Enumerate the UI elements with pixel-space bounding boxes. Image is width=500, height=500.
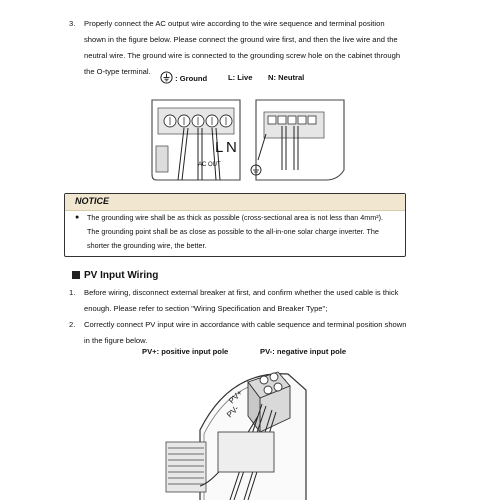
notice-line-2: The grounding point shall be as close as possible to the all-in-one solar charge inverter. The	[87, 227, 379, 236]
legend-neutral: N: Neutral	[268, 73, 305, 82]
notice-box	[64, 193, 406, 257]
ground-symbol-icon	[160, 71, 173, 84]
ground-legend	[160, 71, 207, 85]
step3-line-2: shown in the figure below. Please connect the ground wire first, and then the live wire and the	[84, 35, 398, 44]
figure1-L: L	[215, 139, 224, 156]
pv-input-wiring-figure	[160, 360, 310, 500]
pv-minus-label: PV-: negative input pole	[260, 347, 347, 356]
figure1-N: N	[226, 139, 237, 156]
figure2-pv-plus: PV+	[227, 388, 245, 406]
pv-plus-label: PV+: positive input pole	[142, 347, 229, 356]
figure1-ac-out: AC OUT	[198, 162, 221, 168]
bullet-icon: ●	[75, 214, 80, 221]
step3-line-1: Properly connect the AC output wire according to the wire sequence and terminal position	[84, 19, 385, 28]
pv-item2-line-2: in the figure below.	[84, 336, 148, 345]
notice-line-3: shorter the grounding wire, the better.	[87, 241, 207, 250]
pv-heading-text: PV Input Wiring	[84, 270, 159, 281]
pv-item1-line-1: Before wiring, disconnect external breaker at first, and confirm whether the used cable is thick	[84, 288, 399, 297]
legend-live: L: Live	[228, 73, 253, 82]
notice-line-1: The grounding wire shall be as thick as possible (cross-sectional area is not less than 4mm²).	[87, 213, 384, 222]
notice-header	[65, 194, 405, 211]
pv-item2-number: 2.	[69, 320, 76, 329]
pv-item2-line-1: Correctly connect PV input wire in accordance with cable sequence and terminal position shown	[84, 320, 407, 329]
step3-number: 3.	[69, 19, 76, 28]
figure2-pv-minus: PV-	[225, 403, 241, 420]
notice-title: NOTICE	[75, 196, 110, 206]
ac-output-wiring-figure	[148, 94, 348, 186]
heading-square-icon	[72, 271, 80, 279]
pv-item1-number: 1.	[69, 288, 76, 297]
step3-line-3: neutral wire. The ground wire is connected to the grounding screw hole on the cabinet through	[84, 51, 401, 60]
step3-line-4: the O-type terminal.	[84, 67, 151, 76]
pv-item1-line-2: enough. Please refer to section "Wiring Specification and Breaker Type";	[84, 304, 328, 313]
pv-section-heading	[72, 270, 158, 281]
legend-ground: : Ground	[175, 74, 208, 83]
